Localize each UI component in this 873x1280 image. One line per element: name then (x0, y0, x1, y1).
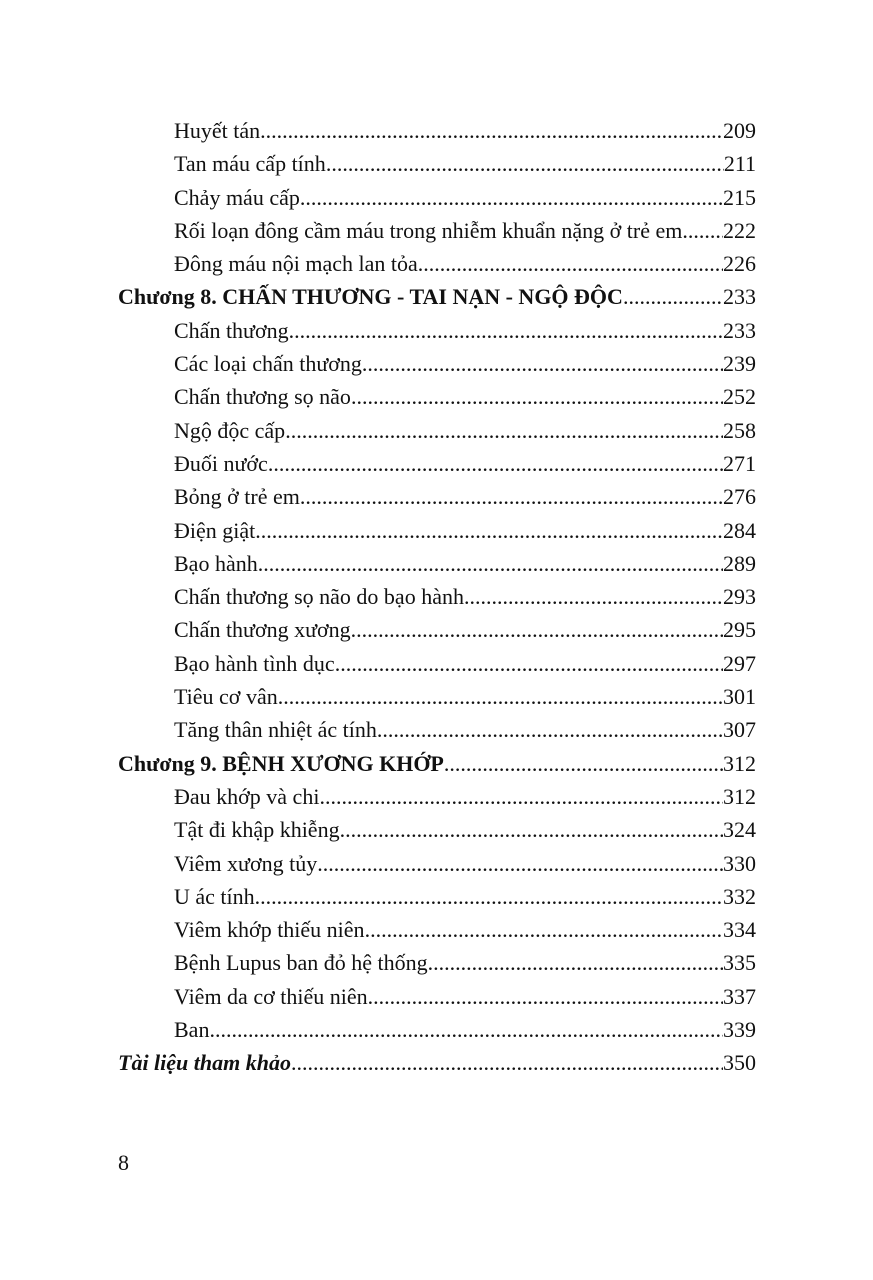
toc-entry (118, 580, 756, 613)
toc-entry-title: Bệnh Lupus ban đỏ hệ thống (174, 950, 428, 976)
toc-entry-page: 211 (723, 151, 756, 177)
dot-leader (258, 547, 723, 580)
dot-leader (428, 946, 723, 979)
dot-leader (209, 1013, 723, 1046)
toc-entry (118, 114, 756, 147)
toc-entry (118, 847, 756, 880)
dot-leader (362, 347, 723, 380)
toc-entry (118, 613, 756, 646)
toc-entry (118, 514, 756, 547)
page-number: 8 (118, 1150, 129, 1175)
dot-leader (300, 181, 723, 214)
toc-entry-page: 284 (723, 517, 756, 543)
dot-leader (289, 314, 723, 347)
toc-entry (118, 414, 756, 447)
dot-leader (377, 713, 723, 746)
toc-entry (118, 713, 756, 746)
dot-leader (319, 780, 723, 813)
dot-leader (368, 980, 723, 1013)
table-of-contents (118, 114, 756, 1080)
toc-entry (118, 480, 756, 513)
dot-leader (255, 514, 723, 547)
dot-leader (444, 747, 723, 780)
toc-entry-title: Đau khớp và chi (174, 783, 320, 809)
toc-entry (118, 347, 756, 380)
dot-leader (300, 480, 723, 513)
dot-leader (255, 880, 723, 913)
toc-entry-title: Đông máu nội mạch lan tỏa (174, 251, 418, 277)
toc-chapter-entry (118, 280, 756, 313)
toc-entry-page: 215 (723, 184, 756, 210)
toc-entry (118, 214, 756, 247)
toc-entry (118, 447, 756, 480)
toc-entry (118, 147, 756, 180)
toc-entry-page: 233 (723, 284, 756, 310)
toc-entry-title: Bạo hành (174, 550, 258, 576)
toc-entry (118, 946, 756, 979)
toc-entry-title: Tài liệu tham khảo (118, 1050, 291, 1076)
dot-leader (464, 580, 723, 613)
toc-entry-title: Tiêu cơ vân (174, 684, 278, 710)
dot-leader (351, 613, 723, 646)
toc-entry-page: 337 (723, 983, 756, 1009)
toc-entry-title: Đuối nước (174, 450, 268, 476)
toc-entry-title: Chấn thương (174, 317, 289, 343)
toc-entry-page: 324 (723, 817, 756, 843)
toc-entry (118, 680, 756, 713)
toc-entry-title: Chấn thương sọ não (174, 384, 351, 410)
toc-entry-title: Bỏng ở trẻ em (174, 484, 300, 510)
dot-leader (351, 380, 723, 413)
toc-entry-page: 295 (723, 617, 756, 643)
toc-entry (118, 547, 756, 580)
toc-entry-title: Tăng thân nhiệt ác tính (174, 717, 377, 743)
dot-leader (340, 813, 723, 846)
toc-entry-page: 312 (723, 783, 756, 809)
dot-leader (260, 114, 723, 147)
toc-entry-title: Chảy máu cấp (174, 184, 300, 210)
toc-entry-page: 330 (723, 850, 756, 876)
toc-entry (118, 380, 756, 413)
dot-leader (418, 247, 723, 280)
toc-entry-page: 350 (723, 1050, 756, 1076)
toc-entry-title: Chấn thương xương (174, 617, 351, 643)
toc-entry-page: 226 (723, 251, 756, 277)
toc-entry-page: 276 (723, 484, 756, 510)
toc-entry-page: 252 (723, 384, 756, 410)
toc-entry-title: Rối loạn đông cầm máu trong nhiễm khuẩn nặng ở trẻ em (174, 217, 683, 243)
toc-entry-title: Ngộ độc cấp (174, 417, 286, 443)
toc-entry-page: 258 (723, 417, 756, 443)
toc-entry-page: 334 (723, 917, 756, 943)
toc-entry-title: Tật đi khập khiễng (174, 817, 340, 843)
dot-leader (285, 414, 723, 447)
dot-leader (291, 1046, 723, 1079)
toc-entry-title: Viêm xương tủy (174, 850, 318, 876)
dot-leader (326, 147, 724, 180)
dot-leader (682, 214, 723, 247)
toc-entry (118, 647, 756, 680)
toc-entry-page: 293 (723, 584, 756, 610)
toc-entry (118, 980, 756, 1013)
toc-entry-page: 239 (723, 351, 756, 377)
toc-entry-title: Huyết tán (174, 118, 261, 143)
toc-entry-page: 271 (723, 450, 756, 476)
toc-entry-title: Điện giật (174, 517, 256, 543)
toc-entry-page: 289 (723, 550, 756, 576)
toc-entry-title: U ác tính (174, 883, 255, 909)
dot-leader (335, 647, 723, 680)
toc-entry-page: 222 (723, 217, 756, 243)
toc-chapter-entry (118, 747, 756, 780)
toc-entry-title: Viêm khớp thiếu niên (174, 917, 365, 943)
toc-entry (118, 1013, 756, 1046)
toc-entry (118, 880, 756, 913)
toc-entry (118, 813, 756, 846)
toc-entry-title: Chương 9. BỆNH XƯƠNG KHỚP (118, 750, 444, 776)
toc-entry-page: 307 (723, 717, 756, 743)
toc-entry-title: Viêm da cơ thiếu niên (174, 983, 368, 1009)
toc-entry-page: 335 (723, 950, 756, 976)
toc-entry-page: 209 (723, 118, 756, 143)
toc-entry (118, 247, 756, 280)
toc-entry (118, 181, 756, 214)
dot-leader (623, 280, 723, 313)
toc-entry-page: 332 (723, 883, 756, 909)
toc-entry-page: 233 (723, 317, 756, 343)
toc-entry-page: 339 (723, 1017, 756, 1043)
toc-entry-title: Tan máu cấp tính (174, 151, 326, 177)
toc-entry-page: 301 (723, 684, 756, 710)
dot-leader (365, 913, 723, 946)
toc-entry-page: 312 (723, 750, 756, 776)
toc-entry-title: Chương 8. CHẤN THƯƠNG - TAI NẠN - NGỘ ĐỘC (118, 284, 623, 310)
toc-entry (118, 314, 756, 347)
toc-entry (118, 780, 756, 813)
toc-entry-title: Bạo hành tình dục (174, 650, 335, 676)
toc-entry-title: Các loại chấn thương (174, 351, 362, 377)
toc-entry-page: 297 (723, 650, 756, 676)
dot-leader (278, 680, 723, 713)
dot-leader (268, 447, 723, 480)
toc-entry (118, 913, 756, 946)
toc-references-entry (118, 1046, 756, 1079)
toc-entry-title: Ban (174, 1017, 210, 1043)
dot-leader (317, 847, 723, 880)
toc-entry-title: Chấn thương sọ não do bạo hành (174, 584, 464, 610)
